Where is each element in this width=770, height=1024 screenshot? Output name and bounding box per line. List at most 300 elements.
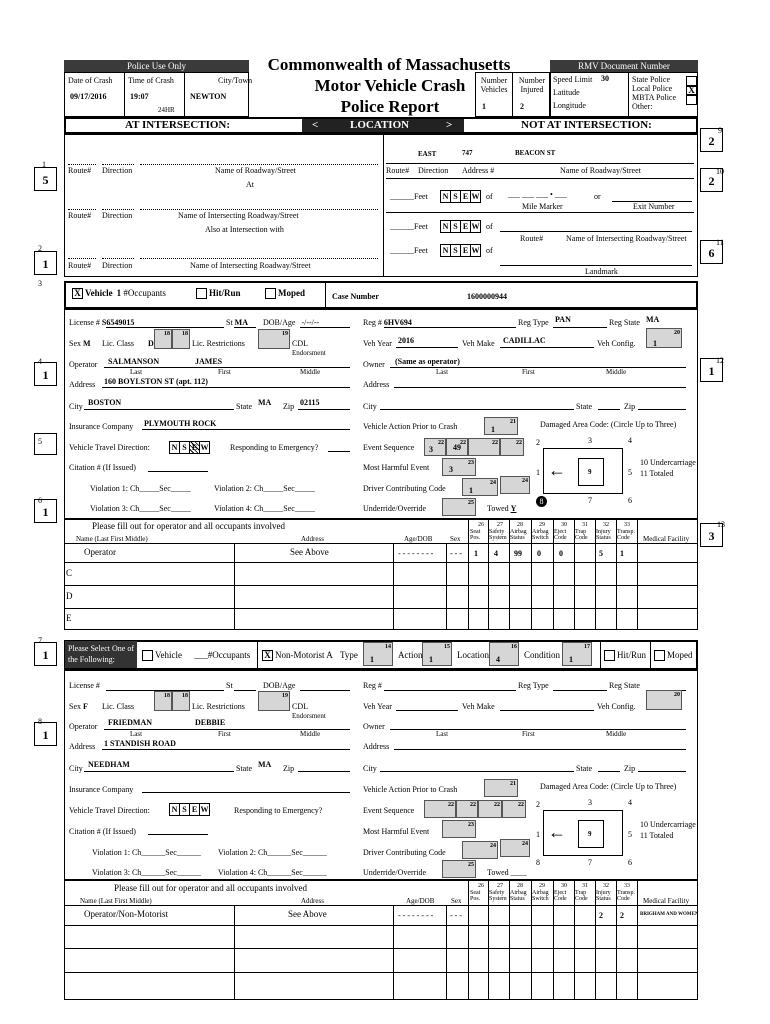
state-value: MA bbox=[258, 398, 272, 407]
violation-3-label-2: Violation 3: Ch______Sec______ bbox=[92, 868, 201, 877]
action-label-2: Action bbox=[398, 650, 423, 660]
sex-label: Sex M bbox=[69, 339, 91, 348]
side-num-6: 6 bbox=[38, 496, 42, 505]
city-label: City/Town bbox=[218, 76, 253, 85]
dmg2-num-4: 4 bbox=[628, 798, 632, 807]
roadway-label-1: Name of Roadway/Street bbox=[215, 166, 296, 175]
occ-instructions-2: Please fill out for operator and all occupants involved bbox=[114, 883, 307, 893]
type-label: Type bbox=[340, 650, 358, 660]
towed-label-2: Towed ____ bbox=[487, 868, 527, 877]
mile-marker-line: ___ ___ ___ • ___ bbox=[508, 190, 567, 199]
side-num-2: 2 bbox=[38, 244, 42, 253]
city-label: City bbox=[69, 402, 83, 411]
side-box-2[interactable]: 1 bbox=[34, 251, 57, 275]
occ1-sex: - - - bbox=[450, 549, 462, 558]
col-26: 26 bbox=[478, 522, 484, 528]
route-label-1: Route# bbox=[68, 166, 92, 175]
event-box-2[interactable]: 22 49 bbox=[446, 438, 468, 456]
side-num-3: 3 bbox=[38, 279, 42, 288]
license-st: St MA bbox=[226, 318, 248, 327]
owner-label: Owner bbox=[363, 360, 385, 369]
side-num-7: 7 bbox=[38, 636, 42, 645]
box-24a[interactable]: 24 1 bbox=[462, 478, 498, 496]
underride-label-2: Underride/Override bbox=[363, 868, 427, 877]
damage-area-label-2: Damaged Area Code: (Circle Up to Three) bbox=[540, 782, 677, 791]
speed-label: Speed Limit bbox=[553, 75, 593, 84]
dmg2-num-2: 2 bbox=[536, 800, 540, 809]
occ-address-col-2: Address bbox=[301, 897, 324, 905]
violation-2-label: Violation 2: Ch_____Sec_____ bbox=[214, 484, 315, 493]
undercarriage-label-2: 10 Undercarriage bbox=[640, 820, 696, 829]
owner-first-caption: First bbox=[522, 368, 535, 376]
endorsement-label-2: Endorsment bbox=[292, 712, 326, 720]
regtype-label-2: Reg Type bbox=[518, 681, 549, 690]
box-25[interactable]: 25 bbox=[442, 498, 476, 516]
col2-30: 30 bbox=[561, 883, 567, 889]
col2-safety: Safety System bbox=[489, 890, 507, 902]
city-value-2: NEEDHAM bbox=[88, 760, 130, 769]
occ-agedob-col-2: Age/DOB bbox=[406, 897, 435, 905]
license-label: License # S6549015 bbox=[69, 318, 135, 327]
unit1-travel-nsew[interactable]: N S E W bbox=[169, 441, 209, 454]
box-20[interactable]: 20 bbox=[646, 328, 682, 348]
box-24b[interactable]: 24 bbox=[500, 476, 530, 494]
owner-zip-label: Zip bbox=[624, 402, 636, 411]
occ2-sex: - - - bbox=[450, 911, 462, 920]
zip-value: 02115 bbox=[300, 398, 320, 407]
col-trap: Trap Code bbox=[575, 529, 588, 541]
occ2-name: Operator/Non-Motorist bbox=[84, 909, 168, 919]
middle-caption-2: Middle bbox=[300, 730, 321, 738]
owner-address-label-2: Address bbox=[363, 742, 390, 751]
at-label: At bbox=[246, 180, 254, 189]
occ-name-col-1: Name (Last First Middle) bbox=[76, 535, 148, 543]
col-airbagsw: Airbag Switch bbox=[532, 529, 549, 541]
side-num-10: 10 bbox=[716, 167, 724, 176]
location-street-value: BEACON ST bbox=[515, 149, 556, 157]
reg-label: Reg # 6HV694 bbox=[363, 318, 412, 327]
landmark-label: Landmark bbox=[585, 267, 618, 276]
lic-restr-label: Lic. Restrictions bbox=[192, 339, 245, 348]
col2-31: 31 bbox=[582, 883, 588, 889]
side-num-8: 8 bbox=[38, 717, 42, 726]
box-18a-2[interactable]: 18 bbox=[154, 691, 172, 711]
owner-first-caption-2: First bbox=[522, 730, 535, 738]
case-number-label: Case Number bbox=[332, 292, 379, 301]
side-box-5[interactable] bbox=[34, 433, 57, 455]
box-23[interactable]: 23 3 bbox=[442, 458, 476, 476]
owner-state-label: State bbox=[576, 402, 592, 411]
action-label-u2: Vehicle Action Prior to Crash bbox=[363, 785, 458, 794]
cdl-label: CDL bbox=[292, 339, 308, 348]
mbta-police-checkbox[interactable] bbox=[686, 94, 697, 105]
event-label-2: Event Sequence bbox=[363, 806, 415, 815]
event-box-1[interactable]: 22 3 bbox=[424, 438, 446, 456]
col2-transp: Transp. Code bbox=[617, 890, 635, 902]
vehmake-label: Veh Make bbox=[462, 339, 495, 348]
col2-airbag: Airbag Status bbox=[510, 890, 527, 902]
driver-code-label-2: Driver Contributing Code bbox=[363, 848, 446, 857]
event-box-4[interactable]: 22 bbox=[500, 438, 524, 456]
col2-medical: Medical Facility bbox=[643, 897, 690, 905]
zip-label-2: Zip bbox=[283, 764, 295, 773]
side-box-1[interactable]: 5 bbox=[34, 167, 57, 191]
owner-middle-caption: Middle bbox=[606, 368, 627, 376]
occ1-c26: 1 bbox=[474, 549, 478, 558]
box-24a-2[interactable]: 24 bbox=[462, 841, 498, 859]
route-label-2: Route# bbox=[68, 211, 92, 220]
please-select-label: Please Select One of the Following: bbox=[65, 641, 137, 668]
side-box-9[interactable]: 2 bbox=[700, 128, 723, 152]
local-police-checkbox[interactable]: X bbox=[686, 85, 697, 96]
box-20-2[interactable]: 20 bbox=[646, 690, 682, 710]
local-police-label: Local Police bbox=[632, 84, 673, 93]
vehconfig-label: Veh Config. bbox=[597, 339, 636, 348]
vehconfig-value: 1 bbox=[653, 339, 657, 348]
owner-last-caption-2: Last bbox=[436, 730, 449, 738]
license-label-2: License # bbox=[69, 681, 100, 690]
dmg-num-2: 2 bbox=[536, 438, 540, 447]
side-num-11: 11 bbox=[716, 238, 724, 247]
sex-label-2: Sex F bbox=[69, 702, 88, 711]
box-18b-2[interactable]: 18 bbox=[172, 691, 190, 711]
dmg-num-9: 9 bbox=[588, 468, 592, 476]
also-at-label: Also at Intersection with bbox=[205, 225, 284, 234]
violation-3-label: Violation 3: Ch_____Sec_____ bbox=[90, 504, 191, 513]
owner-state-label-2: State bbox=[576, 764, 592, 773]
event-box-2-2[interactable]: 22 bbox=[456, 800, 478, 818]
location-direction-value: EAST bbox=[418, 150, 437, 158]
unit2-hitrun[interactable]: Hit/Run bbox=[604, 650, 646, 661]
other-label: Other: bbox=[632, 102, 653, 111]
occ1-c28: 99 bbox=[514, 549, 522, 558]
box-15[interactable]: 15 1 bbox=[422, 642, 452, 666]
violation-4-label-2: Violation 4: Ch______Sec______ bbox=[218, 868, 327, 877]
endorsement-label: Endorsment bbox=[292, 349, 326, 357]
middle-caption: Middle bbox=[300, 368, 321, 376]
int-roadway-label-2: Name of Intersecting Roadway/Street bbox=[190, 261, 311, 270]
insurance-label-2: Insurance Company bbox=[69, 785, 134, 794]
occ-instructions-1: Please fill out for operator and all occupants involved bbox=[92, 521, 285, 531]
owner-city-label-2: City bbox=[363, 764, 377, 773]
lic-class-label: Lic. Class bbox=[102, 339, 134, 348]
owner-middle-caption-2: Middle bbox=[606, 730, 627, 738]
side-box-13[interactable]: 3 bbox=[700, 523, 723, 547]
direction-label-2: Direction bbox=[102, 211, 133, 220]
side-box-7[interactable]: 1 bbox=[34, 642, 57, 666]
regstate-value: MA bbox=[646, 315, 660, 324]
location-label-2: Location bbox=[457, 650, 489, 660]
harm-label: Most Harmful Event bbox=[363, 463, 430, 472]
operator-label-2: Operator bbox=[69, 722, 98, 731]
side-box-11[interactable]: 6 bbox=[700, 240, 723, 264]
dmg2-num-3: 3 bbox=[588, 798, 592, 807]
state-police-label: State Police bbox=[632, 75, 670, 84]
col-safety: Safety System bbox=[489, 529, 507, 541]
col-medical: Medical Facility bbox=[643, 535, 690, 543]
unit1-hitrun[interactable]: Hit/Run bbox=[196, 288, 241, 299]
dmg-num-5: 5 bbox=[628, 468, 632, 477]
date-value: 09/17/2016 bbox=[70, 92, 107, 101]
insurance-label: Insurance Company bbox=[69, 422, 134, 431]
responding-label-2: Responding to Emergency? bbox=[234, 806, 323, 815]
driver-code-label: Driver Contributing Code bbox=[363, 484, 446, 493]
occ1-c30: 0 bbox=[559, 549, 563, 558]
exit-number-label: Exit Number bbox=[633, 202, 675, 211]
harm-label-2: Most Harmful Event bbox=[363, 827, 430, 836]
operator-first-2: DEBBIE bbox=[195, 718, 226, 727]
vehmake-label-2: Veh Make bbox=[462, 702, 495, 711]
vehyear-value: 2016 bbox=[398, 336, 414, 345]
location-gt: > bbox=[446, 119, 453, 131]
event-label: Event Sequence bbox=[363, 443, 415, 452]
occ-agedob-col-1: Age/DOB bbox=[404, 535, 433, 543]
location-lt: < bbox=[312, 119, 319, 131]
location-body bbox=[64, 134, 698, 277]
city-label-2: City bbox=[69, 764, 83, 773]
last-caption: Last bbox=[130, 368, 143, 376]
box-18b[interactable]: 18 bbox=[172, 329, 190, 349]
violation-2-label-2: Violation 2: Ch______Sec______ bbox=[218, 848, 327, 857]
col-32: 32 bbox=[603, 522, 609, 528]
num-injured-label: Number Injured bbox=[518, 76, 546, 94]
regstate-label: Reg State bbox=[609, 318, 640, 327]
operator-last: SALMANSON bbox=[108, 357, 160, 366]
col2-trap: Trap Code bbox=[575, 890, 588, 902]
col2-26: 26 bbox=[478, 883, 484, 889]
side-num-4: 4 bbox=[38, 357, 42, 366]
side-box-8[interactable]: 1 bbox=[34, 722, 57, 746]
col-28: 28 bbox=[517, 522, 523, 528]
col-29: 29 bbox=[539, 522, 545, 528]
direction-label-1: Direction bbox=[102, 166, 133, 175]
occ2-address: See Above bbox=[288, 909, 327, 919]
nsew-box-2[interactable]: N S E W bbox=[440, 220, 480, 233]
vehyear-label: Veh Year bbox=[363, 339, 392, 348]
unit2-moped[interactable]: Moped bbox=[654, 650, 693, 661]
not-at-intersection-label: NOT AT INTERSECTION: bbox=[521, 119, 652, 131]
occ-row-c: C bbox=[66, 568, 73, 578]
cdl-label-2: CDL bbox=[292, 702, 308, 711]
dmg-num-6: 6 bbox=[628, 496, 632, 505]
state-label: State bbox=[236, 402, 252, 411]
direction-label-3: Direction bbox=[102, 261, 133, 270]
dmg2-num-9: 9 bbox=[588, 830, 592, 838]
occ-sex-col-1: Sex bbox=[450, 535, 461, 543]
feet-label-1: ______Feet bbox=[390, 192, 428, 201]
undercarriage-label: 10 Undercarriage bbox=[640, 458, 696, 467]
col2-airbagsw: Airbag Switch bbox=[532, 890, 549, 902]
occ1-name: Operator bbox=[84, 547, 116, 557]
box-19[interactable]: 19 bbox=[258, 329, 290, 349]
box-24b-2[interactable]: 24 bbox=[500, 839, 530, 857]
num-injured-value: 2 bbox=[520, 102, 524, 111]
occ-sex-col-2: Sex bbox=[451, 897, 462, 905]
occ2-dob: - - - - - - - - bbox=[398, 911, 434, 920]
col2-32: 32 bbox=[603, 883, 609, 889]
lic-class-value: D bbox=[148, 339, 154, 348]
col2-28: 28 bbox=[517, 883, 523, 889]
col2-27: 27 bbox=[497, 883, 503, 889]
left-arrow-icon: ← bbox=[548, 460, 566, 480]
operator-last-2: FRIEDMAN bbox=[108, 718, 152, 727]
of-label-3: of bbox=[486, 246, 493, 255]
col-30: 30 bbox=[561, 522, 567, 528]
box-25-2[interactable]: 25 bbox=[442, 860, 476, 878]
dmg-num-3: 3 bbox=[588, 436, 592, 445]
side-num-1: 1 bbox=[42, 160, 46, 169]
side-num-9: 9 bbox=[718, 126, 722, 135]
box-21-2[interactable]: 21 bbox=[484, 779, 518, 797]
unit2-travel-nsew[interactable]: N S E W bbox=[169, 803, 209, 816]
owner-value: (Same as operator) bbox=[395, 357, 460, 366]
route-label-3: Route# bbox=[68, 261, 92, 270]
feet-label-2: ______Feet bbox=[390, 222, 428, 231]
num-vehicles-value: 1 bbox=[482, 102, 486, 111]
col2-33: 33 bbox=[624, 883, 630, 889]
occ2-c33: 2 bbox=[620, 911, 624, 920]
dmg-num-8: 8 bbox=[536, 496, 547, 507]
roadway-label-r: Name of Roadway/Street bbox=[560, 166, 641, 175]
address-value-2: 1 STANDISH ROAD bbox=[104, 739, 176, 748]
side-num-5: 5 bbox=[38, 437, 42, 446]
event-box-3[interactable]: 22 bbox=[468, 438, 500, 456]
side-box-10[interactable]: 2 bbox=[700, 168, 723, 192]
dob-label-2: DOB/Age bbox=[263, 681, 296, 690]
damage-area-label: Damaged Area Code: (Circle Up to Three) bbox=[540, 420, 677, 429]
nsew-box-1[interactable]: N S E W bbox=[440, 190, 480, 203]
box-16[interactable]: 16 4 bbox=[489, 642, 519, 666]
violation-1-label-2: Violation 1: Ch______Sec______ bbox=[92, 848, 201, 857]
direction-label-r: Direction bbox=[418, 166, 449, 175]
latitude-label: Latitude bbox=[553, 88, 580, 97]
event-box-1-2[interactable]: 22 bbox=[424, 800, 456, 818]
col2-injury: Injury Status bbox=[596, 890, 611, 902]
dmg-num-1: 1 bbox=[536, 468, 540, 477]
responding-label: Responding to Emergency? bbox=[230, 443, 319, 452]
condition-label: Condition bbox=[524, 650, 561, 660]
side-box-4[interactable]: 1 bbox=[34, 362, 57, 386]
address-num-label: Address # bbox=[462, 166, 495, 175]
rmv-doc-bar: RMV Document Number bbox=[550, 60, 698, 72]
box-14[interactable]: 14 1 bbox=[363, 642, 393, 666]
towed-label: Towed Y bbox=[487, 504, 517, 513]
col-eject: Eject Code bbox=[554, 529, 567, 541]
occ2-medical: BRIGHAM AND WOMEN bbox=[640, 912, 699, 917]
dmg-num-4: 4 bbox=[628, 436, 632, 445]
route-label-r: Route# bbox=[386, 166, 410, 175]
side-box-6[interactable]: 1 bbox=[34, 499, 57, 523]
unit2-nonmotorist[interactable]: X Non-Motorist A bbox=[262, 650, 333, 661]
nsew-box-3[interactable]: N S E W bbox=[440, 244, 480, 257]
or-label: or bbox=[594, 192, 601, 201]
date-label: Date of Crash bbox=[68, 76, 113, 85]
occ-address-col-1: Address bbox=[301, 535, 324, 543]
int-roadway-label-1: Name of Intersecting Roadway/Street bbox=[178, 211, 299, 220]
feet-label-3: ______Feet bbox=[390, 246, 428, 255]
occ1-dob: - - - - - - - - bbox=[398, 549, 434, 558]
of-label-1: of bbox=[486, 192, 493, 201]
side-box-12[interactable]: 1 bbox=[700, 358, 723, 382]
last-caption-2: Last bbox=[130, 730, 143, 738]
col-27: 27 bbox=[497, 522, 503, 528]
underride-label: Underride/Override bbox=[363, 504, 427, 513]
dmg2-num-1: 1 bbox=[536, 830, 540, 839]
police-use-only-bar: Police Use Only bbox=[64, 60, 249, 72]
owner-zip-label-2: Zip bbox=[624, 764, 636, 773]
side-num-13: 13 bbox=[717, 520, 725, 529]
col-airbag: Airbag Status bbox=[510, 529, 527, 541]
mbta-police-label: MBTA Police bbox=[632, 93, 677, 102]
at-intersection-label: AT INTERSECTION: bbox=[125, 119, 231, 131]
col-31: 31 bbox=[582, 522, 588, 528]
longitude-label: Longitude bbox=[553, 101, 586, 110]
occ1-c31: 5 bbox=[599, 549, 603, 558]
form-title-2: Motor Vehicle Crash bbox=[314, 76, 466, 95]
address-label: Address bbox=[69, 380, 96, 389]
dmg2-num-5: 5 bbox=[628, 830, 632, 839]
violation-1-label: Violation 1: Ch_____Sec_____ bbox=[90, 484, 191, 493]
mile-marker-label: Mile Marker bbox=[522, 202, 563, 211]
left-arrow-icon-2: ← bbox=[548, 822, 566, 842]
owner-city-label: City bbox=[363, 402, 377, 411]
box-18a[interactable]: 18 bbox=[154, 329, 172, 349]
owner-label-2: Owner bbox=[363, 722, 385, 731]
event-box-4-2[interactable]: 22 bbox=[502, 800, 526, 818]
vehconfig-label-2: Veh Config. bbox=[597, 702, 636, 711]
travel-dir-label: Vehicle Travel Direction: bbox=[69, 443, 150, 452]
dmg2-num-8: 8 bbox=[536, 858, 540, 867]
unit1-moped[interactable]: Moped bbox=[265, 288, 305, 299]
occ-name-col-2: Name (Last First Middle) bbox=[80, 897, 152, 905]
first-caption-2: First bbox=[218, 730, 231, 738]
time-value: 19:07 bbox=[130, 92, 149, 101]
city-value: BOSTON bbox=[88, 398, 122, 407]
vehyear-label-2: Veh Year bbox=[363, 702, 392, 711]
box-17[interactable]: 17 1 bbox=[562, 642, 592, 666]
occ1-c32: 1 bbox=[620, 549, 624, 558]
box-19-2[interactable]: 19 bbox=[258, 691, 290, 711]
unit1-vehicle[interactable]: X Vehicle 1 #Occupants bbox=[72, 288, 166, 299]
col2-seat: Seat Pos. bbox=[470, 890, 481, 902]
dmg2-num-7: 7 bbox=[588, 858, 592, 867]
box-23-2[interactable]: 23 bbox=[442, 820, 476, 838]
city-value: NEWTON bbox=[190, 92, 227, 101]
citation-label-2: Citation # (If Issued) bbox=[69, 827, 136, 836]
form-title-1: Commonwealth of Massachusetts bbox=[267, 55, 511, 74]
occ-row-e: E bbox=[66, 613, 72, 623]
occ1-address: See Above bbox=[290, 547, 329, 557]
route-label-r2: Route# bbox=[520, 234, 544, 243]
form-title-3: Police Report bbox=[340, 97, 440, 116]
dmg-num-7: 7 bbox=[588, 496, 592, 505]
violation-4-label: Violation 4: Ch_____Sec_____ bbox=[214, 504, 315, 513]
citation-label: Citation # (If Issued) bbox=[69, 463, 136, 472]
of-label-2: of bbox=[486, 222, 493, 231]
col2-29: 29 bbox=[539, 883, 545, 889]
lic-class-label-2: Lic. Class bbox=[102, 702, 134, 711]
side-num-12: 12 bbox=[716, 356, 724, 365]
lic-restr-label-2: Lic. Restrictions bbox=[192, 702, 245, 711]
location-address-value: 747 bbox=[462, 149, 473, 157]
time-format: 24HR bbox=[158, 106, 175, 114]
unit2-vehicle[interactable]: Vehicle ___#Occupants bbox=[142, 650, 250, 661]
event-box-3-2[interactable]: 22 bbox=[478, 800, 502, 818]
box-21[interactable]: 21 1 bbox=[484, 417, 518, 435]
col-seat: Seat Pos. bbox=[470, 529, 481, 541]
address-label-2: Address bbox=[69, 742, 96, 751]
operator-first: JAMES bbox=[195, 357, 223, 366]
